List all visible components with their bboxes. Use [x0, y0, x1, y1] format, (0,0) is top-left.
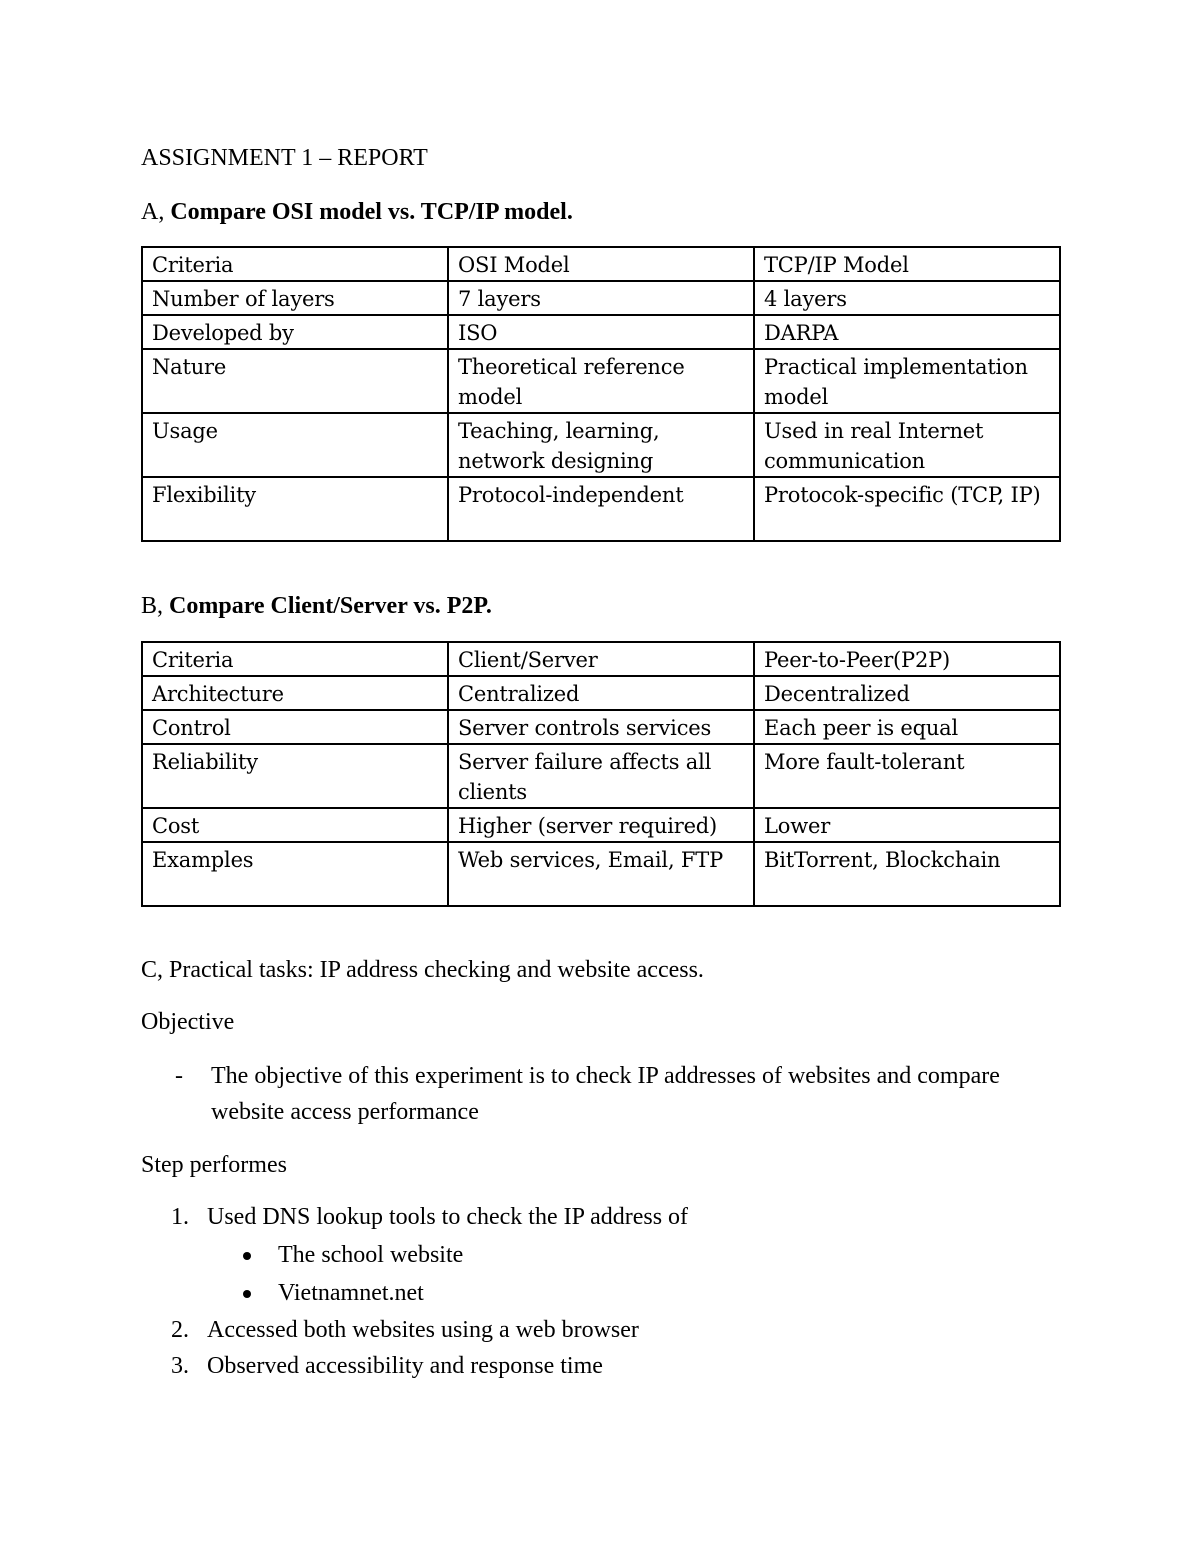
table-cell: Higher (server required) — [448, 808, 754, 842]
table-cell: More fault-tolerant — [754, 744, 1060, 808]
table-cell: Teaching, learning, network designing — [448, 413, 754, 477]
table-cell: Web services, Email, FTP — [448, 842, 754, 906]
table-cell: Server failure affects all clients — [448, 744, 754, 808]
table-cell: 7 layers — [448, 281, 754, 315]
table-cell: Server controls services — [448, 710, 754, 744]
list-number: 3. — [171, 1353, 189, 1379]
list-text: Used DNS lookup tools to check the IP address of — [207, 1204, 689, 1230]
section-a-heading — [141, 198, 573, 226]
table-cell: ISO — [448, 315, 754, 349]
list-text: Accessed both websites using a web browser — [207, 1317, 639, 1343]
document-title: ASSIGNMENT 1 – REPORT — [141, 145, 428, 171]
table-cell: Lower — [754, 808, 1060, 842]
table-cell: Cost — [142, 808, 448, 842]
table-cell: Decentralized — [754, 676, 1060, 710]
table-cell: Centralized — [448, 676, 754, 710]
table-cell: Flexibility — [142, 477, 448, 541]
table-header-cell: TCP/IP Model — [754, 247, 1060, 281]
table-cell: Nature — [142, 349, 448, 413]
table-cell: Developed by — [142, 315, 448, 349]
objective-label: Objective — [141, 1009, 235, 1035]
list-text: Observed accessibility and response time — [207, 1353, 603, 1379]
table-row — [142, 642, 1060, 676]
section-b-heading — [141, 592, 492, 620]
objective-text: The objective of this experiment is to check IP addresses of websites and compare website access performance — [211, 1063, 1000, 1125]
table-cell: Examples — [142, 842, 448, 906]
table-cell: Practical implementation model — [754, 349, 1060, 413]
table-cell: Protocok-specific (TCP, IP) — [754, 477, 1060, 541]
table-row — [142, 315, 1060, 349]
client-server-p2p-table — [141, 641, 1061, 907]
table-cell: DARPA — [754, 315, 1060, 349]
section-c-heading: C, Practical tasks: IP address checking and website access. — [141, 957, 704, 983]
table-cell: Usage — [142, 413, 448, 477]
table-header-cell: Criteria — [142, 642, 448, 676]
section-a-title: Compare OSI model vs. TCP/IP model. — [170, 199, 573, 225]
table-cell: Architecture — [142, 676, 448, 710]
dash-marker: - — [175, 1063, 183, 1089]
table-cell: Theoretical reference model — [448, 349, 754, 413]
table-cell: Reliability — [142, 744, 448, 808]
table-row — [142, 281, 1060, 315]
table-row — [142, 710, 1060, 744]
table-cell: Control — [142, 710, 448, 744]
table-row — [142, 477, 1060, 541]
table-row — [142, 247, 1060, 281]
table-cell: Number of layers — [142, 281, 448, 315]
list-text: The school website — [278, 1242, 464, 1268]
section-b-prefix: B, — [141, 593, 170, 619]
table-cell: Used in real Internet communication — [754, 413, 1060, 477]
table-row — [142, 744, 1060, 808]
section-a-prefix: A, — [141, 199, 171, 225]
table-cell: Protocol-independent — [448, 477, 754, 541]
table-row — [142, 413, 1060, 477]
table-header-cell: Criteria — [142, 247, 448, 281]
bullet-icon — [243, 1290, 251, 1298]
table-row — [142, 676, 1060, 710]
table-cell: Each peer is equal — [754, 710, 1060, 744]
table-cell: 4 layers — [754, 281, 1060, 315]
list-number: 2. — [171, 1317, 189, 1343]
table-row — [142, 808, 1060, 842]
table-header-cell: Client/Server — [448, 642, 754, 676]
table-header-cell: Peer-to-Peer(P2P) — [754, 642, 1060, 676]
list-number: 1. — [171, 1204, 189, 1230]
section-b-title: Compare Client/Server vs. P2P. — [169, 593, 492, 619]
bullet-icon — [243, 1252, 251, 1260]
table-row — [142, 842, 1060, 906]
table-row — [142, 349, 1060, 413]
osi-tcpip-table — [141, 246, 1061, 542]
table-header-cell: OSI Model — [448, 247, 754, 281]
list-text: Vietnamnet.net — [278, 1280, 424, 1306]
table-cell: BitTorrent, Blockchain — [754, 842, 1060, 906]
steps-label: Step performes — [141, 1152, 287, 1178]
